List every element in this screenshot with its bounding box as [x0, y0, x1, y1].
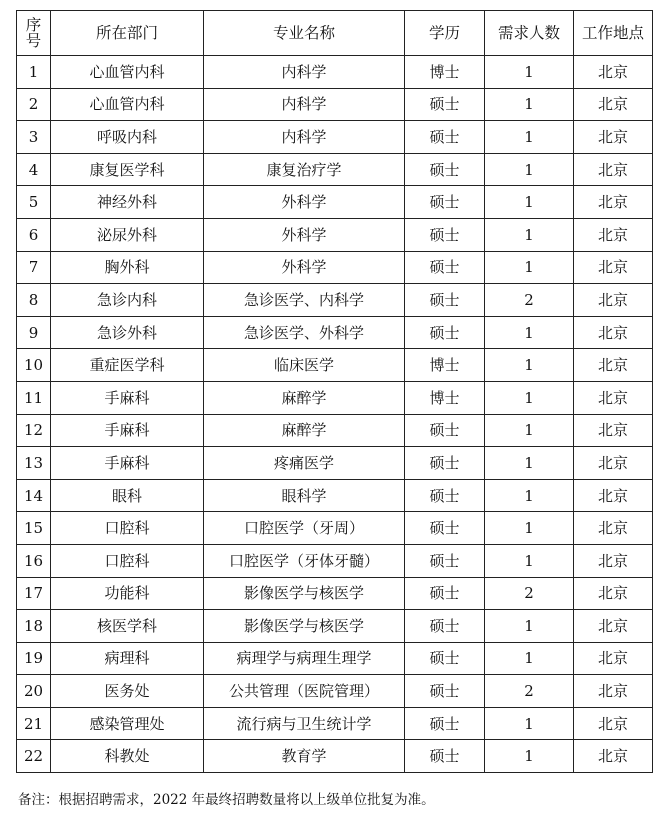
- cell-location: 北京: [574, 740, 653, 773]
- cell-count: 2: [485, 675, 574, 708]
- cell-location: 北京: [574, 642, 653, 675]
- table-row: [17, 610, 653, 643]
- cell-location: 北京: [574, 284, 653, 317]
- header-seq-line2: 号: [25, 32, 42, 50]
- cell-department: 口腔科: [51, 512, 204, 545]
- cell-major: 麻醉学: [204, 381, 405, 414]
- cell-count: 1: [485, 544, 574, 577]
- cell-seq: 2: [17, 88, 51, 121]
- cell-department: 胸外科: [51, 251, 204, 284]
- cell-department: 科教处: [51, 740, 204, 773]
- cell-location: 北京: [574, 610, 653, 643]
- cell-location: 北京: [574, 512, 653, 545]
- cell-seq: 3: [17, 121, 51, 154]
- cell-location: 北京: [574, 349, 653, 382]
- cell-location: 北京: [574, 414, 653, 447]
- cell-location: 北京: [574, 251, 653, 284]
- cell-count: 1: [485, 88, 574, 121]
- cell-major: 眼科学: [204, 479, 405, 512]
- table-row: [17, 121, 653, 154]
- cell-seq: 11: [17, 381, 51, 414]
- cell-major: 临床医学: [204, 349, 405, 382]
- cell-department: 心血管内科: [51, 56, 204, 89]
- cell-education: 硕士: [405, 414, 485, 447]
- cell-seq: 21: [17, 707, 51, 740]
- cell-location: 北京: [574, 186, 653, 219]
- cell-count: 1: [485, 218, 574, 251]
- cell-seq: 22: [17, 740, 51, 773]
- table-row: [17, 284, 653, 317]
- cell-major: 流行病与卫生统计学: [204, 707, 405, 740]
- cell-seq: 6: [17, 218, 51, 251]
- cell-seq: 8: [17, 284, 51, 317]
- table-row: [17, 512, 653, 545]
- footnote: 备注：根据招聘需求，2022 年最终招聘数量将以上级单位批复为准。: [18, 792, 435, 808]
- cell-major: 急诊医学、内科学: [204, 284, 405, 317]
- cell-location: 北京: [574, 56, 653, 89]
- cell-location: 北京: [574, 675, 653, 708]
- cell-seq: 15: [17, 512, 51, 545]
- cell-count: 1: [485, 642, 574, 675]
- cell-department: 功能科: [51, 577, 204, 610]
- cell-location: 北京: [574, 381, 653, 414]
- cell-count: 2: [485, 577, 574, 610]
- cell-major: 内科学: [204, 121, 405, 154]
- cell-seq: 17: [17, 577, 51, 610]
- cell-education: 硕士: [405, 740, 485, 773]
- table-row: [17, 544, 653, 577]
- cell-education: 硕士: [405, 218, 485, 251]
- cell-location: 北京: [574, 707, 653, 740]
- header-major: 专业名称: [204, 11, 405, 56]
- cell-department: 康复医学科: [51, 153, 204, 186]
- cell-count: 1: [485, 186, 574, 219]
- cell-count: 1: [485, 447, 574, 480]
- cell-major: 外科学: [204, 251, 405, 284]
- cell-location: 北京: [574, 447, 653, 480]
- table-body: [17, 56, 653, 773]
- cell-department: 急诊内科: [51, 284, 204, 317]
- table-row: [17, 577, 653, 610]
- cell-count: 2: [485, 284, 574, 317]
- cell-seq: 7: [17, 251, 51, 284]
- cell-location: 北京: [574, 88, 653, 121]
- cell-education: 硕士: [405, 479, 485, 512]
- cell-education: 硕士: [405, 316, 485, 349]
- cell-seq: 18: [17, 610, 51, 643]
- cell-department: 医务处: [51, 675, 204, 708]
- header-education: 学历: [405, 11, 485, 56]
- cell-department: 重症医学科: [51, 349, 204, 382]
- cell-education: 硕士: [405, 153, 485, 186]
- cell-location: 北京: [574, 544, 653, 577]
- cell-location: 北京: [574, 121, 653, 154]
- cell-major: 疼痛医学: [204, 447, 405, 480]
- cell-count: 1: [485, 740, 574, 773]
- header-department: 所在部门: [51, 11, 204, 56]
- cell-count: 1: [485, 707, 574, 740]
- cell-department: 手麻科: [51, 381, 204, 414]
- recruitment-table: [16, 10, 653, 773]
- table-row: [17, 642, 653, 675]
- cell-major: 口腔医学（牙体牙髓）: [204, 544, 405, 577]
- header-seq: [17, 11, 51, 56]
- cell-seq: 13: [17, 447, 51, 480]
- cell-count: 1: [485, 381, 574, 414]
- cell-education: 博士: [405, 56, 485, 89]
- cell-count: 1: [485, 153, 574, 186]
- cell-seq: 12: [17, 414, 51, 447]
- cell-major: 公共管理（医院管理）: [204, 675, 405, 708]
- cell-major: 内科学: [204, 56, 405, 89]
- cell-department: 呼吸内科: [51, 121, 204, 154]
- header-count: 需求人数: [485, 11, 574, 56]
- cell-count: 1: [485, 121, 574, 154]
- cell-education: 硕士: [405, 186, 485, 219]
- cell-seq: 19: [17, 642, 51, 675]
- cell-seq: 5: [17, 186, 51, 219]
- cell-major: 麻醉学: [204, 414, 405, 447]
- table-header-row: [17, 11, 653, 56]
- cell-department: 心血管内科: [51, 88, 204, 121]
- cell-department: 眼科: [51, 479, 204, 512]
- cell-seq: 10: [17, 349, 51, 382]
- cell-department: 病理科: [51, 642, 204, 675]
- cell-department: 核医学科: [51, 610, 204, 643]
- cell-education: 硕士: [405, 544, 485, 577]
- cell-count: 1: [485, 251, 574, 284]
- cell-major: 外科学: [204, 218, 405, 251]
- cell-major: 内科学: [204, 88, 405, 121]
- cell-location: 北京: [574, 153, 653, 186]
- cell-department: 急诊外科: [51, 316, 204, 349]
- cell-seq: 9: [17, 316, 51, 349]
- cell-major: 康复治疗学: [204, 153, 405, 186]
- table-row: [17, 153, 653, 186]
- cell-education: 博士: [405, 381, 485, 414]
- cell-major: 影像医学与核医学: [204, 577, 405, 610]
- cell-education: 硕士: [405, 577, 485, 610]
- cell-department: 手麻科: [51, 447, 204, 480]
- cell-location: 北京: [574, 218, 653, 251]
- cell-major: 教育学: [204, 740, 405, 773]
- table-row: [17, 414, 653, 447]
- cell-major: 外科学: [204, 186, 405, 219]
- table-row: [17, 186, 653, 219]
- table-row: [17, 479, 653, 512]
- cell-department: 口腔科: [51, 544, 204, 577]
- cell-count: 1: [485, 512, 574, 545]
- cell-major: 影像医学与核医学: [204, 610, 405, 643]
- table-row: [17, 707, 653, 740]
- header-seq-line1: 序: [25, 16, 42, 34]
- cell-seq: 14: [17, 479, 51, 512]
- table-row: [17, 88, 653, 121]
- table-row: [17, 349, 653, 382]
- cell-department: 泌尿外科: [51, 218, 204, 251]
- table-row: [17, 740, 653, 773]
- cell-location: 北京: [574, 316, 653, 349]
- cell-major: 病理学与病理生理学: [204, 642, 405, 675]
- cell-department: 神经外科: [51, 186, 204, 219]
- table-row: [17, 675, 653, 708]
- cell-education: 硕士: [405, 251, 485, 284]
- table-row: [17, 251, 653, 284]
- cell-count: 1: [485, 610, 574, 643]
- table-row: [17, 447, 653, 480]
- cell-major: 急诊医学、外科学: [204, 316, 405, 349]
- cell-education: 博士: [405, 349, 485, 382]
- table-row: [17, 381, 653, 414]
- cell-count: 1: [485, 349, 574, 382]
- table-row: [17, 316, 653, 349]
- cell-seq: 20: [17, 675, 51, 708]
- cell-education: 硕士: [405, 88, 485, 121]
- cell-education: 硕士: [405, 447, 485, 480]
- table-row: [17, 218, 653, 251]
- cell-location: 北京: [574, 577, 653, 610]
- cell-education: 硕士: [405, 284, 485, 317]
- cell-department: 手麻科: [51, 414, 204, 447]
- cell-seq: 1: [17, 56, 51, 89]
- cell-department: 感染管理处: [51, 707, 204, 740]
- cell-location: 北京: [574, 479, 653, 512]
- cell-education: 硕士: [405, 610, 485, 643]
- cell-seq: 4: [17, 153, 51, 186]
- cell-count: 1: [485, 316, 574, 349]
- table-row: [17, 56, 653, 89]
- cell-count: 1: [485, 479, 574, 512]
- cell-count: 1: [485, 56, 574, 89]
- cell-education: 硕士: [405, 675, 485, 708]
- cell-count: 1: [485, 414, 574, 447]
- cell-major: 口腔医学（牙周）: [204, 512, 405, 545]
- cell-education: 硕士: [405, 707, 485, 740]
- cell-education: 硕士: [405, 121, 485, 154]
- cell-education: 硕士: [405, 642, 485, 675]
- cell-education: 硕士: [405, 512, 485, 545]
- cell-seq: 16: [17, 544, 51, 577]
- header-location: 工作地点: [574, 11, 653, 56]
